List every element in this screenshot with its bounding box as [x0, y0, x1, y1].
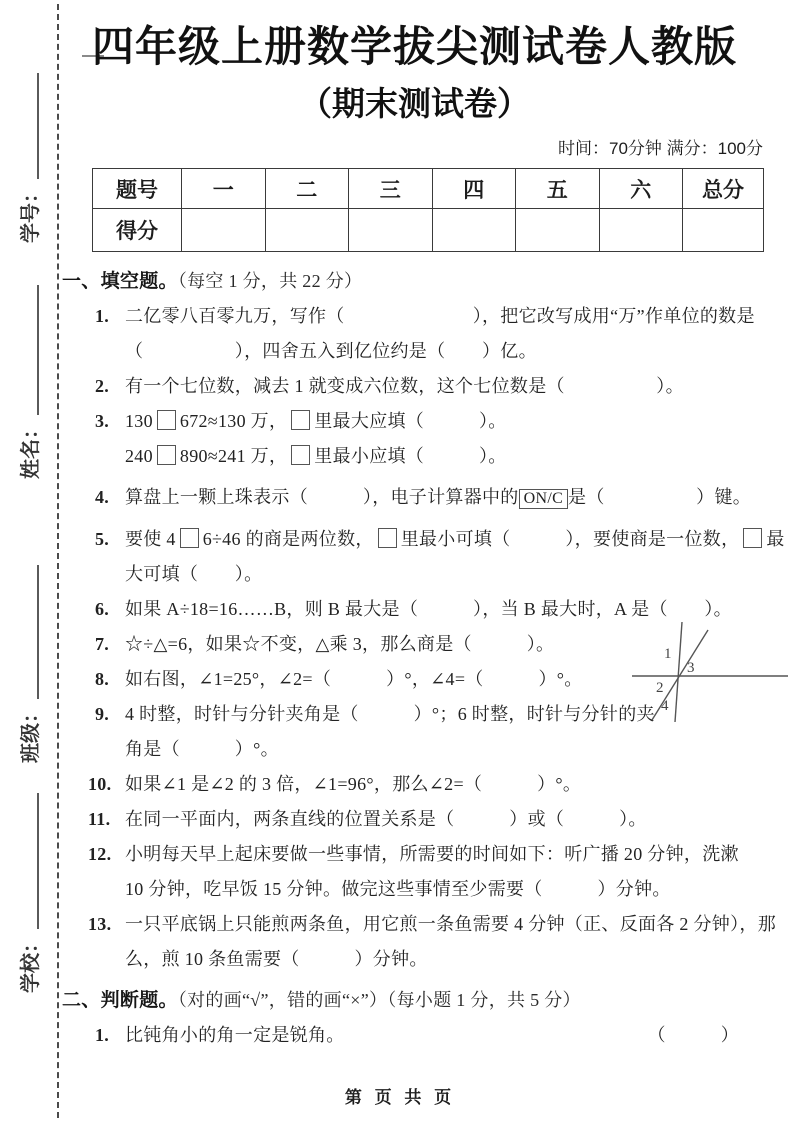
question-text: 如果∠1 是∠2 的 3 倍，∠1=96°，那么∠2=（ ）°。: [125, 774, 582, 794]
blank-box: [291, 410, 310, 430]
question-13-line-1: [62, 907, 776, 942]
question-1-line-1: [62, 299, 767, 334]
score-cell-empty: [432, 209, 516, 252]
score-cell-empty: [182, 209, 266, 252]
question-text: 比钝角小的角一定是锐角。: [125, 1025, 345, 1045]
section1-note: （每空 1 分，共 22 分）: [177, 271, 363, 291]
blank-box: [157, 445, 176, 465]
question-text: 672≈130 万，: [179, 411, 288, 431]
question-number: 11.: [88, 809, 111, 829]
question-5-line-1: [62, 522, 785, 557]
angle-lines-figure: [628, 612, 792, 740]
calculator-key-box: ON/C: [519, 489, 568, 509]
sidebar-field-student-id: [16, 73, 44, 243]
question-number: 8.: [95, 669, 110, 689]
angle-label-2: 2: [656, 680, 664, 696]
paper-title: 四年级上册数学拔尖测试卷人教版: [91, 23, 737, 70]
question-text: 130: [125, 411, 153, 431]
answer-blank: （ ）: [647, 1025, 739, 1045]
student-id-label: 学号：: [20, 183, 42, 243]
page-footer: 第 页 共 页: [344, 1088, 456, 1107]
question-text: 4 时整，时针与分针夹角是（ ）°；6 时整，时针与分针的夹: [125, 704, 655, 724]
score-header-cell: 五: [516, 169, 600, 209]
question-12-line-1: [62, 837, 767, 872]
question-4: [62, 480, 767, 516]
question-text: 二亿零八百零九万，写作（ ），把它改写成用“万”作单位的数是: [125, 306, 755, 326]
question-text: 是（ ）键。: [568, 487, 752, 507]
question-text: 要使 4: [125, 529, 176, 549]
blank-box: [378, 528, 397, 548]
sidebar-field-class: [16, 565, 44, 763]
question-text: 小明每天早上起床要做一些事情，所需要的时间如下：听广播 20 分钟，洗漱: [125, 844, 739, 864]
section2-title: 二、判断题。: [62, 990, 178, 1011]
section2-note: （对的画“√”，错的画“×”）（每小题 1 分，共 5 分）: [177, 990, 581, 1010]
question-number: 3.: [95, 411, 110, 431]
question-text: 最: [766, 529, 785, 549]
question-text: ☆÷△=6，如果☆不变，△乘 3，那么商是（ ）。: [125, 634, 555, 654]
question-text: 里最小应填（ ）。: [314, 446, 507, 466]
score-header-cell: 一: [182, 169, 266, 209]
blank-box: [180, 528, 199, 548]
paper-subtitle: （期末测试卷）: [299, 85, 530, 122]
question-text: 在同一平面内，两条直线的位置关系是（ ）或（ ）。: [125, 809, 647, 829]
score-header-cell: 三: [349, 169, 433, 209]
question-text: 890≈241 万，: [179, 446, 288, 466]
sidebar-field-school: [16, 793, 44, 993]
question-2: [62, 369, 767, 404]
question-number: 9.: [95, 704, 110, 724]
question-number: 5.: [95, 529, 110, 549]
angle-label-3: 3: [687, 660, 695, 676]
question-10: [62, 767, 767, 802]
question-text: 算盘上一颗上珠表示（ ），电子计算器中的: [125, 487, 519, 507]
question-text: 里最大应填（ ）。: [314, 411, 507, 431]
question-number: 12.: [88, 844, 112, 864]
blank-box: [157, 410, 176, 430]
question-text: 么，煎 10 条鱼需要（ ）分钟。: [125, 949, 428, 969]
question-number: 4.: [95, 487, 110, 507]
question-text: 角是（ ）°。: [125, 739, 279, 759]
score-header-cell: 四: [432, 169, 516, 209]
question-text: 一只平底锅上只能煎两条鱼，用它煎一条鱼需要 4 分钟（正、反面各 2 分钟），那: [125, 914, 776, 934]
question-text: 有一个七位数，减去 1 就变成六位数，这个七位数是（ ）。: [125, 376, 684, 396]
score-cell-empty: [599, 209, 683, 252]
section2-question-1: [62, 1018, 767, 1053]
question-number: 1.: [95, 1025, 110, 1045]
question-number: 13.: [88, 914, 112, 934]
question-text: 如右图，∠1=25°，∠2=（ ）°，∠4=（ ）°。: [125, 669, 583, 689]
school-label: 学校：: [20, 933, 42, 993]
question-5-line-2: [62, 557, 767, 592]
score-cell-empty: [265, 209, 349, 252]
angle-label-1: 1: [664, 646, 672, 662]
time-score-info: 时间：70分钟 满分：100分: [558, 139, 763, 158]
margin-dashed-line: [57, 4, 59, 1118]
score-table: [92, 168, 764, 252]
class-blank-line: [37, 565, 39, 699]
score-header-cell: 总分: [683, 169, 764, 209]
section2-heading: [62, 983, 767, 1018]
blank-box: [743, 528, 762, 548]
question-3-line-2: [62, 439, 767, 474]
question-1-line-2: [62, 334, 767, 369]
question-number: 10.: [88, 774, 112, 794]
student-name-blank-line: [37, 285, 39, 415]
score-header-cell: 六: [599, 169, 683, 209]
score-row-label: 得分: [93, 209, 182, 252]
question-text: 6÷46 的商是两位数，: [202, 529, 374, 549]
school-blank-line: [37, 793, 39, 929]
student-name-label: 姓名：: [20, 419, 42, 479]
section1-heading: [62, 264, 767, 299]
section1-title: 一、填空题。: [62, 271, 178, 292]
question-text: 10 分钟，吃早饭 15 分钟。做完这些事情至少需要（ ）分钟。: [125, 879, 671, 899]
question-text: 240: [125, 446, 153, 466]
student-id-blank-line: [37, 73, 39, 179]
question-text: 里最小可填（ ），要使商是一位数，: [400, 529, 740, 549]
question-text: 大可填（ ）。: [125, 564, 263, 584]
score-header-cell: 二: [265, 169, 349, 209]
score-table-score-row: [93, 209, 764, 252]
question-12-line-2: [62, 872, 767, 907]
class-label: 班级：: [20, 703, 42, 763]
question-text: 如果 A÷18=16……B，则 B 最大是（ ），当 B 最大时，A 是（ ）。: [125, 599, 732, 619]
question-13-line-2: [62, 942, 767, 977]
sidebar-field-student-name: [16, 285, 44, 479]
score-table-header-row: [93, 169, 764, 209]
angle-label-4: 4: [661, 698, 669, 714]
question-number: 2.: [95, 376, 110, 396]
paper-main-content: [62, 0, 785, 1053]
question-number: 7.: [95, 634, 110, 654]
question-text: （ ），四舍五入到亿位约是（ ）亿。: [125, 341, 537, 361]
blank-box: [291, 445, 310, 465]
question-11: [62, 802, 767, 837]
vertical-line: [675, 622, 682, 722]
score-header-cell: 题号: [93, 169, 182, 209]
score-cell-empty: [683, 209, 764, 252]
score-cell-empty: [349, 209, 433, 252]
question-number: 6.: [95, 599, 110, 619]
score-cell-empty: [516, 209, 600, 252]
question-number: 1.: [95, 306, 110, 326]
question-3-line-1: [62, 404, 767, 439]
